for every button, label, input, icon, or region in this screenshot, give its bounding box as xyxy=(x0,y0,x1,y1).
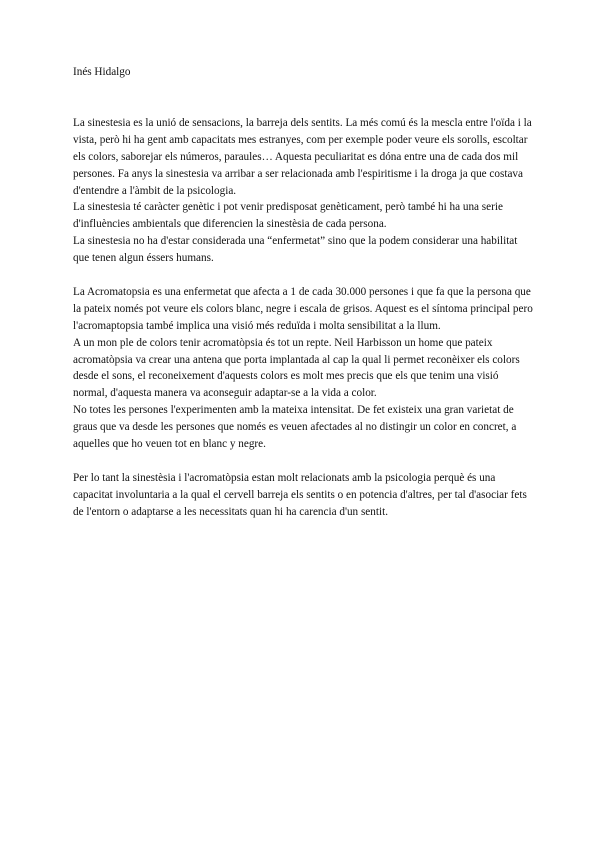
document-body xyxy=(73,64,533,538)
author-name: Inés Hidalgo xyxy=(73,66,131,78)
paragraph: La sinestesia té caràcter genètic i pot venir predisposat genèticament, però també hi ha una serie d'influències ambientals que diferencien la sinestèsia de cada persona. xyxy=(73,201,503,231)
section-conclusion xyxy=(73,470,533,521)
paragraph: La sinestesia es la unió de sensacions, la barreja dels sentits. La més comú és la mescla entre l'oïda i la vista, però hi ha gent amb capacitats mes estranyes, com per exemple poder veure els sorolls, escoltar els colors, saborejar els números, paraules… Aquesta peculiaritat es dóna entre una de cada dos mil persones. Fa anys la sinestesia va arribar a ser relacionada amb l'espiritisme i la droga ja que costava d'entendre a l'àmbit de la psicologia. xyxy=(73,116,532,197)
section-achromatopsia xyxy=(73,284,533,453)
paragraph: A un mon ple de colors tenir acromatòpsia és tot un repte. Neil Harbisson un home que pateix acromatòpsia va crear una antena que porta implantada al cap la qual li permet reconèixer els colors desde el sons, el reconeixement d'aquests colors es molt mes precis que els que tenim una visió normal, d'aquesta manera va aconseguir adaptar-se a la vida a color. xyxy=(73,336,520,400)
section-synesthesia xyxy=(73,115,533,267)
paragraph: Per lo tant la sinestèsia i l'acromatòpsia estan molt relacionats amb la psicologia perquè és una capacitat involuntaria a la qual el cervell barreja els sentits o en potencia d'altres, per tal d'asociar fets de l'entorn o adaptarse a les necessitats quan hi ha carencia d'un sentit. xyxy=(73,471,527,518)
paragraph: La sinestesia no ha d'estar considerada una “enfermetat” sino que la podem considerar una habilitat que tenen algun éssers humans. xyxy=(73,235,518,265)
paragraph: No totes les persones l'experimenten amb la mateixa intensitat. De fet existeix una gran varietat de graus que va desde les persones que només es veuen afectades al no distingir un color en concret, a aquelles que ho veuen tot en blanc y negre. xyxy=(73,404,517,451)
paragraph: La Acromatopsia es una enfermetat que afecta a 1 de cada 30.000 persones i que fa que la persona que la pateix només pot veure els colors blanc, negre i escala de grisos. Aquest es el síntoma principal pero l'acromaptopsia també implica una visió més reduïda i molta sensibilitat a la llum. xyxy=(73,285,533,332)
